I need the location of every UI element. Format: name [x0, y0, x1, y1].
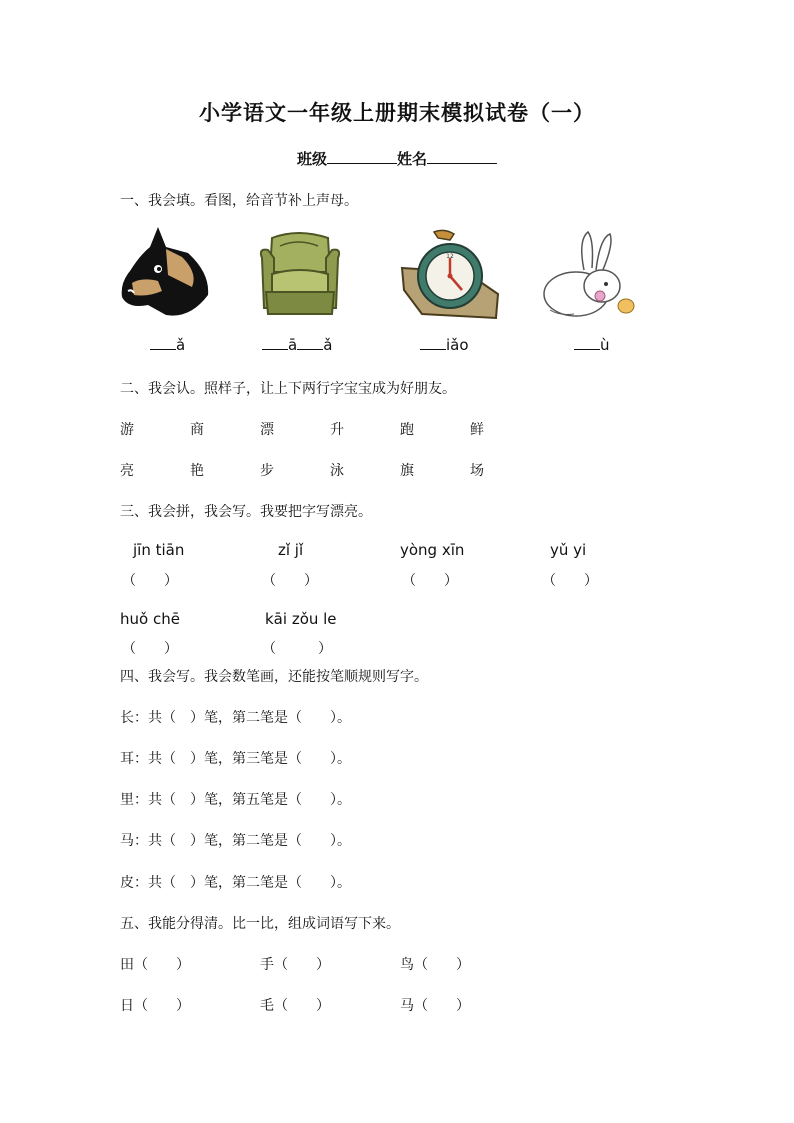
stroke-question-3[interactable]: 里：共（ ）笔，第五笔是（ ）。: [120, 792, 351, 808]
initial-blank[interactable]: [297, 337, 323, 350]
match-top-3: 漂: [260, 422, 274, 438]
horse-icon: [118, 225, 214, 321]
compare-1-1[interactable]: 田（ ）: [120, 957, 190, 973]
alarm-clock-icon: [400, 228, 500, 320]
page-title: 小学语文一年级上册期末模拟试卷（一）: [199, 101, 595, 125]
compare-1-2[interactable]: 手（ ）: [260, 957, 330, 973]
name-blank[interactable]: [427, 149, 497, 164]
answer-paren[interactable]: （ ）: [122, 641, 178, 657]
initial-blank[interactable]: [420, 337, 446, 350]
match-bottom-5: 旗: [400, 463, 414, 479]
answer-paren[interactable]: （ ）: [542, 573, 598, 589]
class-name-line: [0, 148, 794, 169]
pinyin-1: jīn tiān: [133, 541, 185, 559]
syllable-final: ā: [288, 336, 298, 354]
syllable-3: [420, 336, 469, 354]
svg-text:12: 12: [446, 253, 454, 260]
match-bottom-6: 场: [470, 463, 484, 479]
pinyin-6: kāi zǒu le: [265, 610, 337, 628]
syllable-2: [262, 336, 332, 354]
pinyin-4: yǔ yi: [550, 541, 587, 559]
pinyin-5: huǒ chē: [120, 610, 180, 628]
section-1-heading: 一、我会填。看图，给音节补上声母。: [120, 193, 358, 209]
match-top-6: 鲜: [470, 422, 484, 438]
section-2-heading: 二、我会认。照样子，让上下两行字宝宝成为好朋友。: [120, 381, 456, 397]
syllable-final: iǎo: [446, 336, 469, 354]
stroke-question-4[interactable]: 马：共（ ）笔，第二笔是（ ）。: [120, 833, 351, 849]
answer-paren[interactable]: （ ）: [122, 573, 178, 589]
syllable-final: ǎ: [323, 336, 333, 354]
sofa-icon: [258, 228, 342, 320]
initial-blank[interactable]: [574, 337, 600, 350]
initial-blank[interactable]: [262, 337, 288, 350]
stroke-question-5[interactable]: 皮：共（ ）笔，第二笔是（ ）。: [120, 875, 351, 891]
match-bottom-1: 亮: [120, 463, 134, 479]
match-top-4: 升: [330, 422, 344, 438]
syllable-final: ǎ: [176, 336, 186, 354]
section-5-heading: 五、我能分得清。比一比，组成词语写下来。: [120, 916, 400, 932]
name-label: 姓名: [397, 150, 428, 168]
syllable-final: ù: [600, 336, 610, 354]
rabbit-icon: [540, 230, 640, 320]
pinyin-3: yòng xīn: [400, 541, 465, 559]
stroke-question-1[interactable]: 长：共（ ）笔，第二笔是（ ）。: [120, 710, 351, 726]
section-4-heading: 四、我会写。我会数笔画，还能按笔顺规则写字。: [120, 669, 428, 685]
match-top-5: 跑: [400, 422, 414, 438]
match-bottom-4: 泳: [330, 463, 344, 479]
compare-1-3[interactable]: 鸟（ ）: [400, 957, 470, 973]
match-top-1: 游: [120, 422, 134, 438]
answer-paren[interactable]: （ ）: [402, 573, 458, 589]
compare-2-1[interactable]: 日（ ）: [120, 998, 190, 1014]
compare-2-3[interactable]: 马（ ）: [400, 998, 470, 1014]
initial-blank[interactable]: [150, 337, 176, 350]
section-3-heading: 三、我会拼，我会写。我要把字写漂亮。: [120, 504, 372, 520]
class-label: 班级: [296, 150, 327, 168]
compare-2-2[interactable]: 毛（ ）: [260, 998, 330, 1014]
class-blank[interactable]: [327, 149, 397, 164]
match-bottom-3: 步: [260, 463, 274, 479]
syllable-4: [574, 336, 610, 354]
stroke-question-2[interactable]: 耳：共（ ）笔，第三笔是（ ）。: [120, 751, 351, 767]
answer-paren-wide[interactable]: （ ）: [262, 641, 332, 657]
match-top-2: 商: [190, 422, 204, 438]
pinyin-2: zǐ jǐ: [278, 541, 304, 559]
answer-paren[interactable]: （ ）: [262, 573, 318, 589]
syllable-1: [150, 336, 185, 354]
match-bottom-2: 艳: [190, 463, 204, 479]
